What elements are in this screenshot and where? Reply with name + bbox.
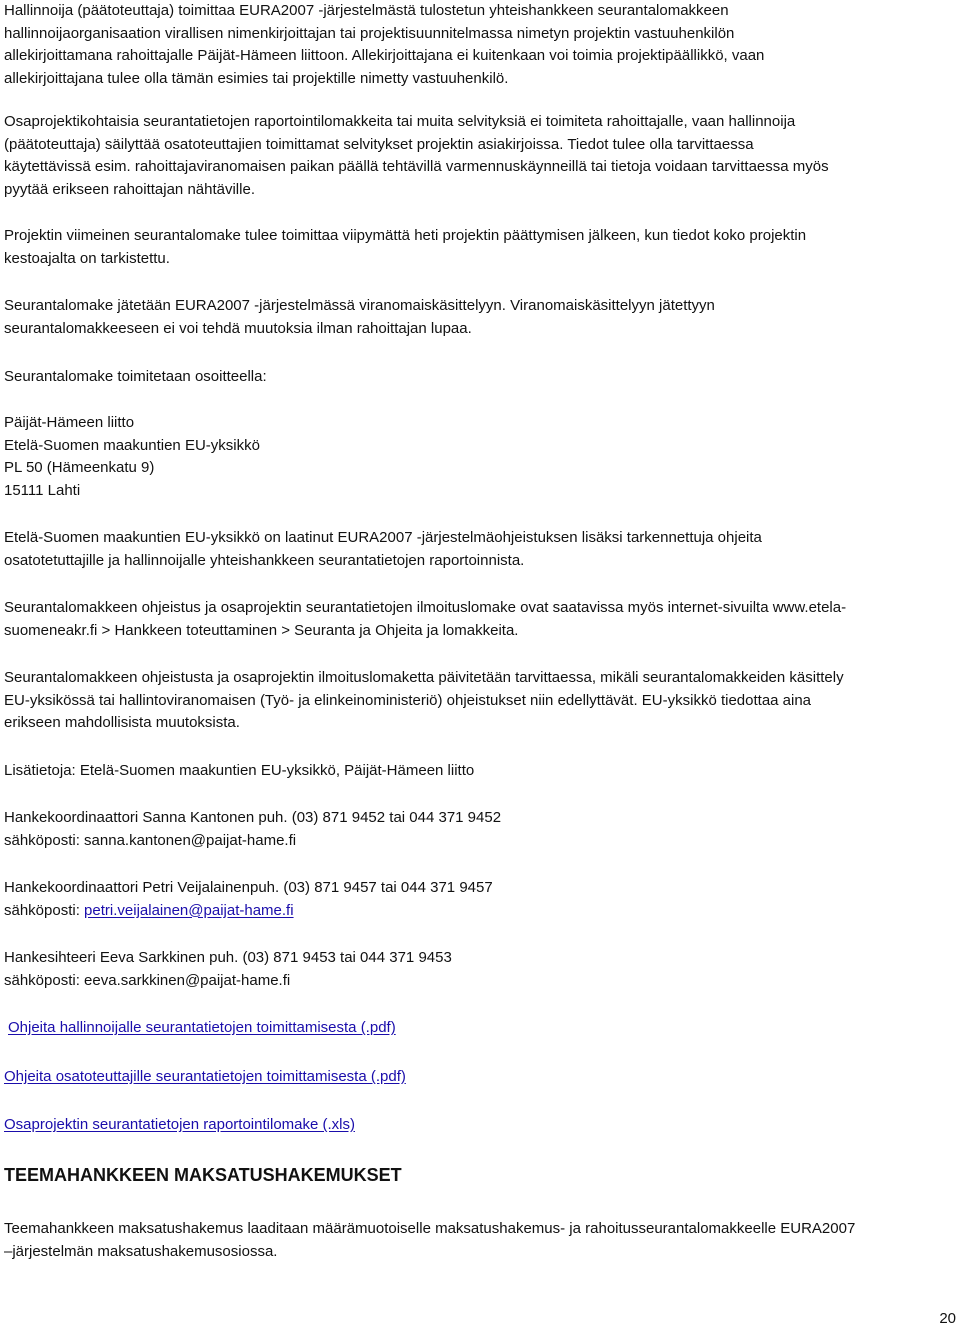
text-line: Teemahankkeen maksatushakemus laaditaan määrämuotoiselle maksatushakemus- ja rahoitusseurantalomakkeelle EURA2007 — [4, 1220, 856, 1237]
contact-sanna — [4, 807, 952, 852]
postal-address — [4, 412, 952, 502]
text-line: pyytää erikseen rahoittajan nähtäville. — [4, 180, 255, 198]
email-label: sähköposti: — [4, 901, 85, 919]
address-line: Etelä-Suomen maakuntien EU-yksikkö — [4, 436, 260, 454]
text-line: erikseen mahdollisista muutoksista. — [4, 714, 240, 731]
text-line: Osaprojektikohtaisia seurantatietojen raportointilomakkeita tai muita selvityksiä ei toimiteta rahoittajalle, vaan hallinnoija — [4, 113, 796, 130]
link-report-form-row — [4, 1114, 952, 1137]
report-form-xls-link[interactable]: Osaprojektin seurantatietojen raportointilomake (.xls) — [4, 1116, 355, 1133]
section-heading: TEEMAHANKKEEN MAKSATUSHAKEMUKSET — [4, 1165, 402, 1185]
section-heading-block — [4, 1163, 952, 1187]
contact-petri — [4, 877, 952, 922]
contact-line: Hankekoordinaattori Petri Veijalainenpuh. (03) 871 9457 tai 044 371 9457 — [4, 879, 493, 896]
text-line: Seurantalomake jätetään EURA2007 -järjestelmässä viranomaiskäsittelyyn. Viranomaiskäsittelyyn jätettyyn — [4, 297, 715, 314]
paragraph-final-report — [4, 225, 952, 270]
address-line: Päijät-Hämeen liitto — [4, 414, 135, 431]
link-guide-admin-row — [8, 1017, 956, 1040]
paragraph-updates — [4, 667, 952, 735]
contact-email-line — [4, 900, 952, 923]
text-line: seurantalomakkeeseen ei voi tehdä muutoksia ilman rahoittajan lupaa. — [4, 319, 472, 337]
text-line: Etelä-Suomen maakuntien EU-yksikkö on laatinut EURA2007 -järjestelmäohjeistuksen lisäksi tarkennettuja ohjeita — [4, 529, 762, 546]
text-line: Lisätietoja: Etelä-Suomen maakuntien EU-yksikkö, Päijät-Hämeen liitto — [4, 762, 475, 779]
email-label: sähköposti: — [4, 831, 85, 849]
text-line: –järjestelmän maksatushakemusosiossa. — [4, 1242, 278, 1260]
text-line: Hallinnoija (päätoteuttaja) toimittaa EURA2007 -järjestelmästä tulostetun yhteishankkeen seurantalomakkeen — [4, 2, 729, 19]
address-line: PL 50 (Hämeenkatu 9) — [4, 459, 155, 476]
text-line: hallinnoijaorganisaation virallisen nimenkirjoittajan tai projektisuunnitelmassa nimetyn projektin vastuuhenkilön — [4, 24, 735, 42]
text-line: suomeneakr.fi > Hankkeen toteuttaminen > Seuranta ja Ohjeita ja lomakkeita. — [4, 621, 519, 639]
text-line: osatotetuttajille ja hallinnoijalle yhteishankkeen seurantatietojen raportoinnista. — [4, 551, 525, 569]
contact-eeva — [4, 947, 952, 992]
text-line: allekirjoittajana tulee olla tämän esimies tai projektille nimetty vastuuhenkilö. — [4, 69, 509, 87]
paragraph-signing — [4, 0, 952, 90]
address-line: 15111 Lahti — [4, 481, 81, 499]
email-address: eeva.sarkkinen@paijat-hame.fi — [84, 971, 291, 989]
contact-email-line — [4, 970, 952, 993]
section-body — [4, 1218, 952, 1263]
text-line: kestoajalta on tarkistettu. — [4, 249, 170, 267]
link-guide-partners-row — [4, 1066, 952, 1089]
text-line: Seurantalomakkeen ohjeistusta ja osaprojektin ilmoituslomaketta päivitetään tarvittaessa, mikäli seurantalomakkeiden käsittely — [4, 669, 844, 686]
contact-email-line — [4, 830, 952, 853]
email-label: sähköposti: — [4, 971, 85, 989]
paragraph-address-intro — [4, 366, 952, 389]
paragraph-subproject-reports — [4, 111, 952, 201]
text-line: Projektin viimeinen seurantalomake tulee toimittaa viipymättä heti projektin päättymisen jälkeen, kun tiedot koko projektin — [4, 227, 807, 244]
contact-line: Hankekoordinaattori Sanna Kantonen puh. (03) 871 9452 tai 044 371 9452 — [4, 809, 502, 826]
guide-admin-pdf-link[interactable]: Ohjeita hallinnoijalle seurantatietojen toimittamisesta (.pdf) — [8, 1019, 396, 1036]
contact-line: Hankesihteeri Eeva Sarkkinen puh. (03) 871 9453 tai 044 371 9453 — [4, 949, 452, 966]
text-line: Seurantalomake toimitetaan osoitteella: — [4, 368, 267, 385]
paragraph-eu-unit-guidance — [4, 527, 952, 572]
text-line: allekirjoittamana rahoittajalle Päijät-Hämeen liittoon. Allekirjoittajana ei kuitenkaan voi toimia projektipäällikkö, vaan — [4, 47, 765, 64]
email-address: sanna.kantonen@paijat-hame.fi — [84, 831, 297, 849]
page-number: 20 — [939, 1310, 956, 1327]
text-line: EU-yksikössä tai hallintoviranomaisen (Työ- ja elinkeinoministeriö) ohjeistukset niin edellyttävät. EU-yksikkö tiedottaa aina — [4, 691, 812, 709]
paragraph-web-availability — [4, 597, 952, 642]
text-line: käytettävissä esim. rahoittajaviranomaisen paikan päällä tehtävillä varmennuskäynneillä tai tietoja voidaan tarvittaessa myös — [4, 158, 829, 175]
guide-partners-pdf-link[interactable]: Ohjeita osatoteuttajille seurantatietojen toimittamisesta (.pdf) — [4, 1068, 406, 1085]
email-link[interactable]: petri.veijalainen@paijat-hame.fi — [84, 901, 294, 919]
text-line: Seurantalomakkeen ohjeistus ja osaprojektin seurantatietojen ilmoituslomake ovat saatavissa myös internet-sivuilta www.etela- — [4, 599, 847, 616]
paragraph-submission — [4, 295, 952, 340]
text-line: (päätoteuttaja) säilyttää osatoteuttajien toimittamat selvitykset projektin asiakirjoissa. Tiedot tulee olla tarvittaessa — [4, 135, 754, 153]
paragraph-more-info — [4, 760, 952, 783]
